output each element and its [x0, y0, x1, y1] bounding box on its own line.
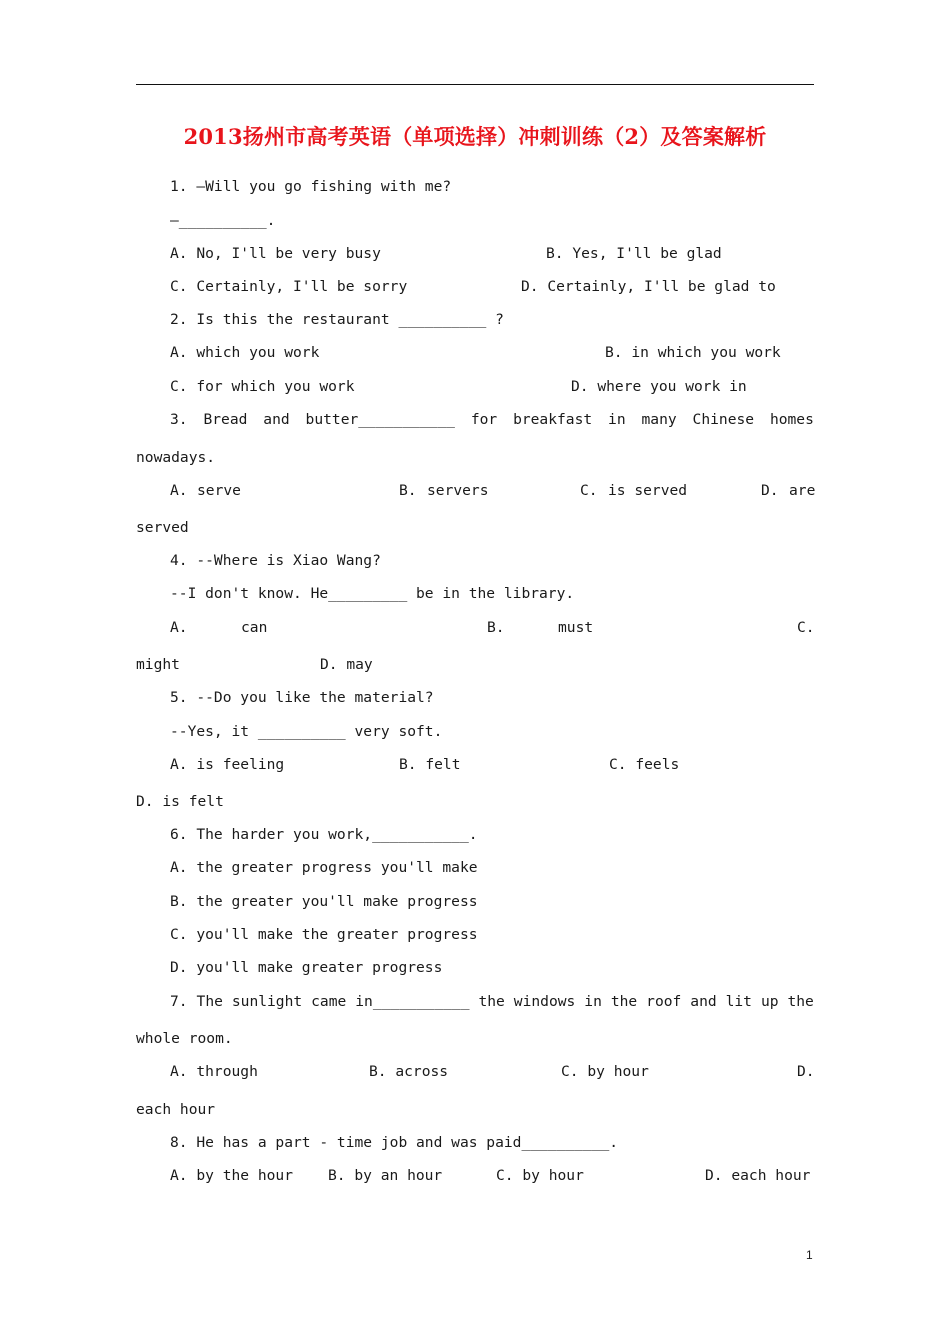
stem-word: sunlight — [231, 993, 303, 1010]
stem-word: 7. — [170, 993, 188, 1010]
stem-word: the — [610, 993, 638, 1010]
question-3-stem — [170, 410, 814, 430]
stem-word: butter___________ — [305, 411, 455, 428]
question-4-reply: --I don't know. He_________ be in the library. — [170, 585, 575, 602]
question-6-option-b: B. the greater you'll make progress — [170, 893, 478, 910]
question-7-option-d-letter: D. — [797, 1063, 815, 1080]
stem-word: the — [787, 993, 814, 1010]
stem-word: for — [470, 411, 498, 428]
question-2-option-c: C. for which you work — [170, 378, 355, 395]
question-4-option-c-cont: might — [136, 656, 180, 673]
question-4-option-b-letter: B. — [487, 619, 505, 636]
question-8-option-c: C. by hour — [496, 1167, 584, 1184]
question-3-option-b: servers — [427, 482, 489, 499]
question-1-option-b: B. Yes, I'll be glad — [546, 245, 722, 262]
question-3-option-d: are — [789, 482, 816, 499]
stem-word: many — [641, 411, 677, 428]
question-7-option-d: each hour — [136, 1101, 216, 1118]
question-3-option-d-letter: D. — [761, 482, 779, 499]
question-2-stem: 2. Is this the restaurant __________ ? — [170, 311, 504, 328]
question-1-reply: —__________. — [170, 212, 276, 229]
question-5-stem: 5. --Do you like the material? — [170, 689, 434, 706]
stem-word: in — [584, 993, 602, 1010]
question-6-option-c: C. you'll make the greater progress — [170, 926, 478, 943]
question-2-option-d: D. where you work in — [571, 378, 747, 395]
question-1-option-c: C. Certainly, I'll be sorry — [170, 278, 408, 295]
question-6-option-d: D. you'll make greater progress — [170, 959, 443, 976]
stem-word: Chinese — [692, 411, 755, 428]
question-8-option-a: A. by the hour — [170, 1167, 294, 1184]
question-5-option-d: D. is felt — [136, 793, 224, 810]
question-7-stem-cont: whole room. — [136, 1030, 233, 1047]
question-8-option-b: B. by an hour — [328, 1167, 443, 1184]
question-2-option-b: B. in which you work — [605, 344, 781, 361]
stem-word: breakfast — [513, 411, 593, 428]
question-4-stem: 4. --Where is Xiao Wang? — [170, 552, 381, 569]
stem-word: in___________ — [355, 993, 470, 1010]
stem-word: Bread — [203, 411, 248, 428]
question-8-option-d: D. each hour — [705, 1167, 811, 1184]
question-5-reply: --Yes, it __________ very soft. — [170, 723, 443, 740]
question-2-option-a: A. which you work — [170, 344, 320, 361]
question-7-option-c: C. by hour — [561, 1063, 649, 1080]
stem-word: and — [263, 411, 290, 428]
stem-word: The — [196, 993, 223, 1010]
question-4-option-a: can — [241, 619, 268, 636]
question-4-option-d: D. may — [320, 656, 373, 673]
stem-word: roof — [646, 993, 682, 1010]
question-4-option-c-letter: C. — [797, 619, 815, 636]
question-3-option-c: is served — [608, 482, 688, 499]
stem-word: and — [690, 993, 717, 1010]
question-6-stem: 6. The harder you work,___________. — [170, 826, 478, 843]
question-3-option-a: serve — [197, 482, 241, 499]
question-4-option-b: must — [558, 619, 594, 636]
question-1-option-d: D. Certainly, I'll be glad to — [521, 278, 776, 295]
question-4-option-a-letter: A. — [170, 619, 188, 636]
question-3-option-b-letter: B. — [399, 482, 417, 499]
question-1-stem: 1. —Will you go fishing with me? — [170, 178, 452, 195]
question-1-option-a: A. No, I'll be very busy — [170, 245, 381, 262]
stem-word: windows — [513, 993, 576, 1010]
question-6-option-a: A. the greater progress you'll make — [170, 859, 478, 876]
question-5-option-a: A. is feeling — [170, 756, 285, 773]
stem-word: in — [608, 411, 626, 428]
stem-word: 3. — [170, 411, 188, 428]
question-3-stem-cont: nowadays. — [136, 449, 216, 466]
question-5-option-c: C. feels — [609, 756, 680, 773]
page-title: 2013扬州市高考英语（单项选择）冲刺训练（2）及答案解析 — [183, 124, 767, 149]
question-7-stem — [170, 992, 814, 1012]
stem-word: came — [311, 993, 347, 1010]
question-7-option-b: B. across — [369, 1063, 449, 1080]
question-8-stem: 8. He has a part - time job and was paid__________. — [170, 1134, 619, 1151]
question-3-option-c-letter: C. — [580, 482, 598, 499]
question-5-option-b: B. felt — [399, 756, 461, 773]
stem-word: the — [478, 993, 505, 1010]
question-7-option-a: A. through — [170, 1063, 258, 1080]
stem-word: homes — [769, 411, 814, 428]
stem-word: up — [760, 993, 779, 1010]
question-3-option-a-letter: A. — [170, 482, 188, 499]
header-rule — [136, 84, 814, 85]
question-3-option-d-cont: served — [136, 519, 189, 536]
stem-word: lit — [725, 993, 752, 1010]
page-number: 1 — [806, 1248, 813, 1262]
